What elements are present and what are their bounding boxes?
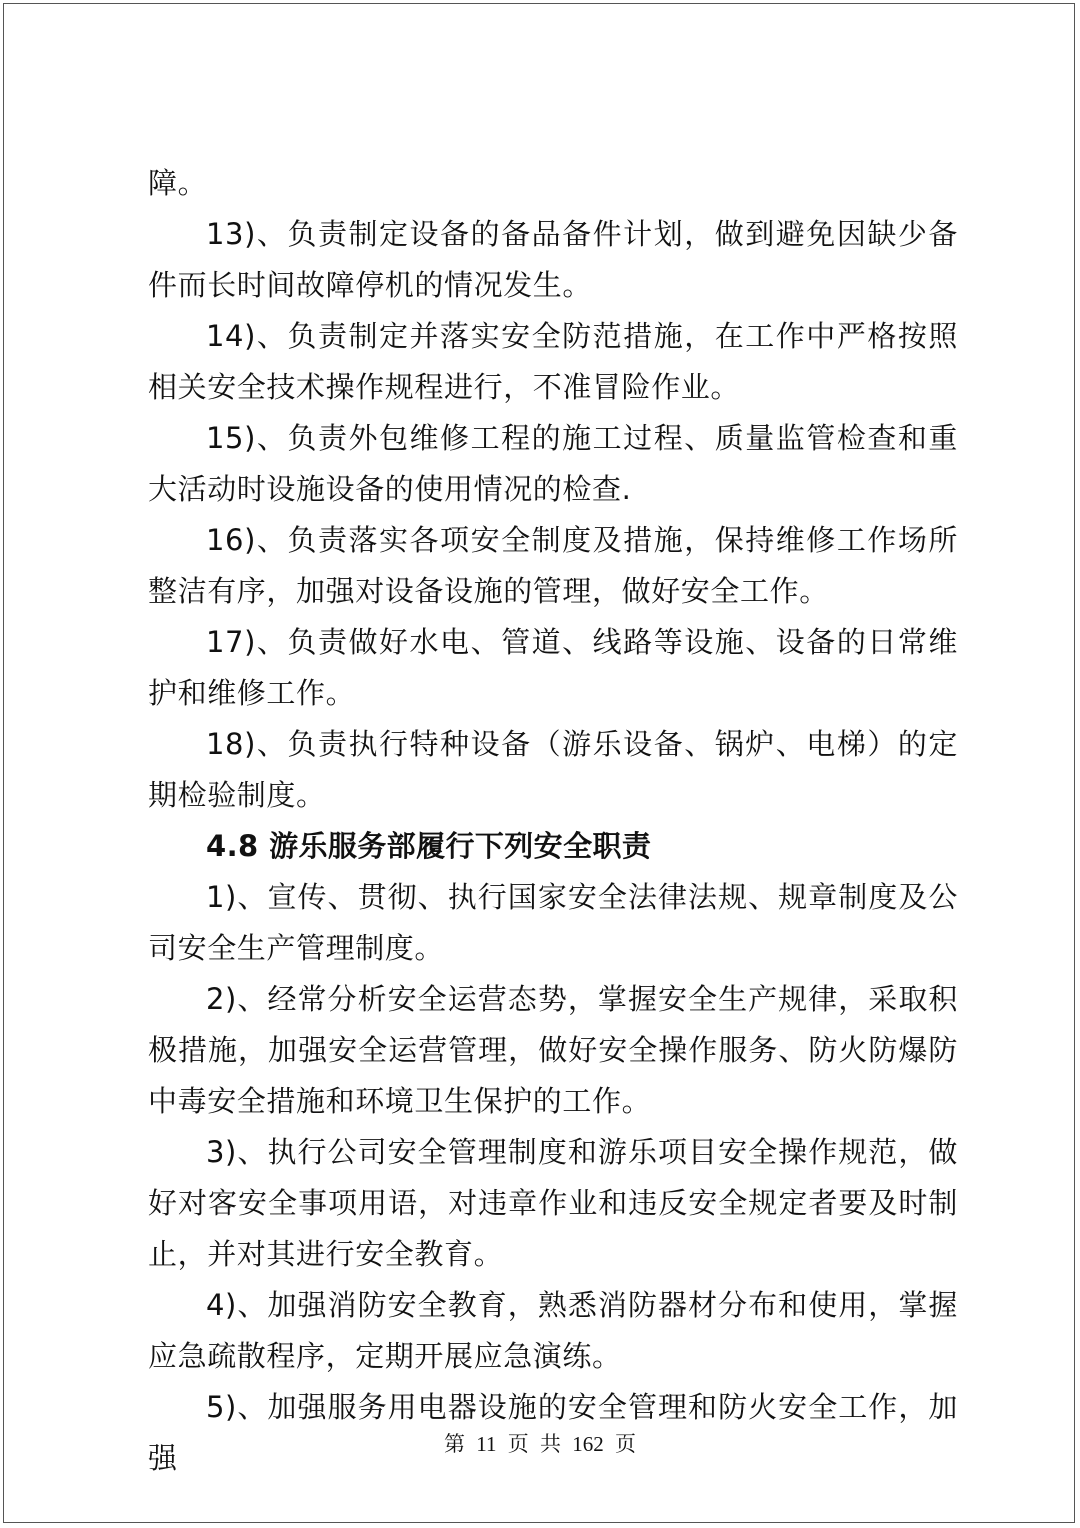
section-heading-4-8: 4.8 游乐服务部履行下列安全职责 — [206, 829, 652, 863]
page-number-footer: 第 11 页 共 162 页 — [444, 1432, 636, 1456]
list-item-5: 5)、加强服务用电器设施的安全管理和防火安全工作，加强 — [148, 1390, 958, 1475]
list-item-2: 2)、经常分析安全运营态势，掌握安全生产规律，采取积极措施，加强安全运营管理，做好安全操作服务、防火防爆防中毒安全措施和环境卫生保护的工作。 — [148, 982, 958, 1118]
list-item-1: 1)、宣传、贯彻、执行国家安全法律法规、规章制度及公司安全生产管理制度。 — [148, 880, 958, 965]
list-item-4: 4)、加强消防安全教育，熟悉消防器材分布和使用，掌握应急疏散程序，定期开展应急演练。 — [148, 1288, 958, 1373]
list-item-17: 17)、负责做好水电、管道、线路等设施、设备的日常维护和维修工作。 — [148, 625, 958, 710]
list-item-18: 18)、负责执行特种设备（游乐设备、锅炉、电梯）的定期检验制度。 — [148, 727, 958, 812]
list-item-16: 16)、负责落实各项安全制度及措施，保持维修工作场所整洁有序，加强对设备设施的管理，做好安全工作。 — [148, 523, 958, 608]
list-item-15: 15)、负责外包维修工程的施工过程、质量监管检查和重大活动时设施设备的使用情况的检查. — [148, 421, 958, 506]
list-item-3: 3)、执行公司安全管理制度和游乐项目安全操作规范，做好对客安全事项用语，对违章作业和违反安全规定者要及时制止，并对其进行安全教育。 — [148, 1135, 958, 1271]
list-item-14: 14)、负责制定并落实安全防范措施，在工作中严格按照相关安全技术操作规程进行，不准冒险作业。 — [148, 319, 958, 404]
document-body — [148, 158, 958, 1484]
document-page — [3, 3, 1075, 1523]
paragraph-continuation: 障。 — [148, 166, 208, 200]
list-item-13: 13)、负责制定设备的备品备件计划，做到避免因缺少备件而长时间故障停机的情况发生。 — [148, 217, 958, 302]
